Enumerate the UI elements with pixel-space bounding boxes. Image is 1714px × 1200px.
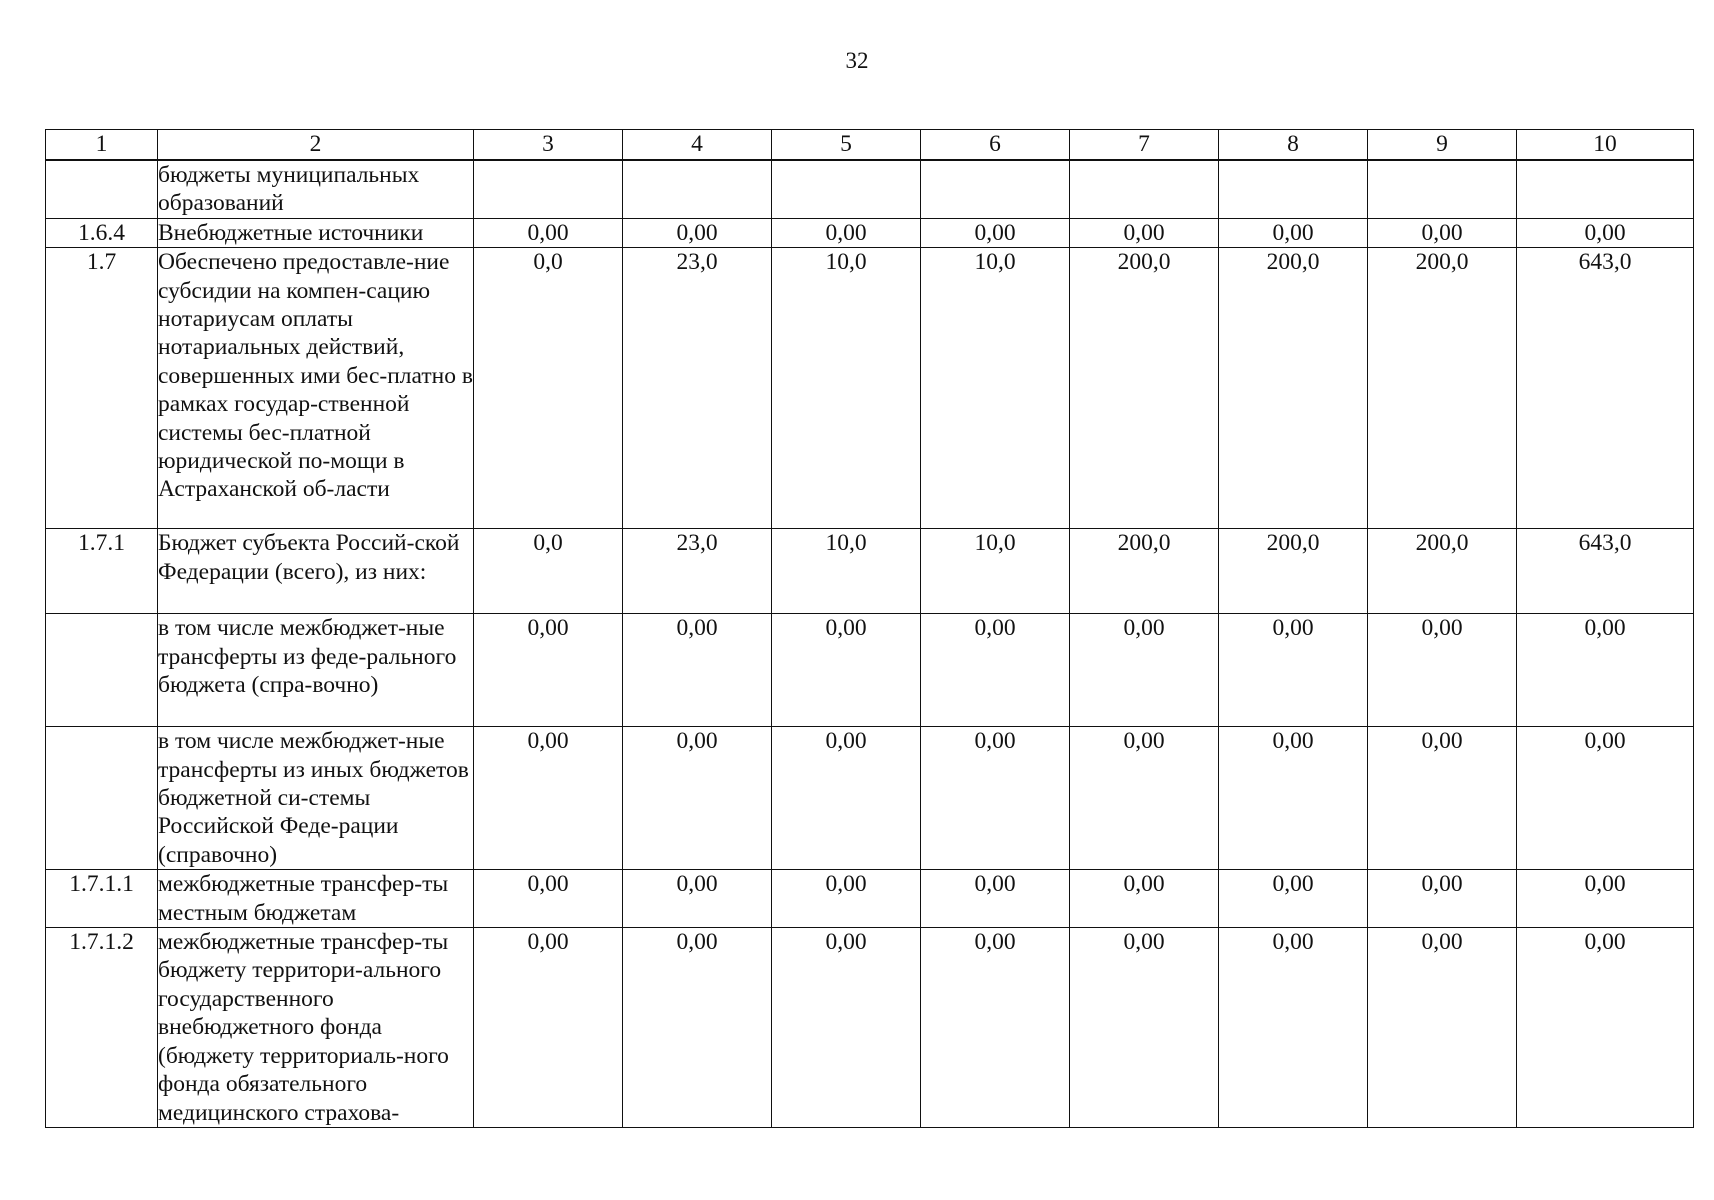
value-cell: 0,00 — [474, 727, 623, 870]
value-cell: 0,00 — [921, 870, 1070, 928]
value-cell: 200,0 — [1219, 248, 1368, 529]
value-cell — [921, 160, 1070, 218]
value-cell — [1070, 160, 1219, 218]
value-cell: 0,00 — [1070, 218, 1219, 247]
row-name-cell: межбюджетные трансфер-ты бюджету территори-ального государственного внебюджетного фонда (бюджету территориаль-ного фонда обязательного медицинского страхова- — [158, 928, 474, 1128]
table-row — [46, 870, 1694, 928]
header-cell-col-3: 3 — [474, 130, 623, 161]
value-cell: 0,00 — [1517, 727, 1694, 870]
header-cell-col-1: 1 — [46, 130, 158, 161]
row-code-cell — [46, 727, 158, 870]
value-cell: 0,00 — [474, 614, 623, 727]
table-row — [46, 928, 1694, 1128]
row-name-cell: бюджеты муниципальных образований — [158, 160, 474, 218]
row-name-cell: в том числе межбюджет-ные трансферты из феде-рального бюджета (спра-вочно) — [158, 614, 474, 727]
row-code-cell: 1.7.1.1 — [46, 870, 158, 928]
value-cell: 0,00 — [474, 218, 623, 247]
value-cell — [1219, 160, 1368, 218]
header-cell-col-6: 6 — [921, 130, 1070, 161]
value-cell: 10,0 — [772, 248, 921, 529]
row-name-cell: Внебюджетные источники — [158, 218, 474, 247]
header-cell-col-2: 2 — [158, 130, 474, 161]
table-row — [46, 160, 1694, 218]
value-cell: 0,00 — [474, 870, 623, 928]
value-cell: 0,00 — [1517, 870, 1694, 928]
value-cell: 0,00 — [772, 870, 921, 928]
value-cell: 0,00 — [623, 727, 772, 870]
value-cell: 0,00 — [474, 928, 623, 1128]
value-cell: 0,00 — [1219, 614, 1368, 727]
row-code-cell: 1.7.1 — [46, 529, 158, 614]
value-cell: 0,00 — [623, 614, 772, 727]
value-cell: 0,00 — [921, 928, 1070, 1128]
value-cell: 0,00 — [921, 614, 1070, 727]
value-cell: 0,00 — [1517, 928, 1694, 1128]
value-cell: 10,0 — [921, 529, 1070, 614]
value-cell: 0,00 — [1368, 928, 1517, 1128]
value-cell: 0,00 — [1219, 727, 1368, 870]
value-cell: 0,00 — [1070, 870, 1219, 928]
value-cell — [1368, 160, 1517, 218]
value-cell: 0,00 — [1219, 870, 1368, 928]
value-cell: 0,00 — [772, 727, 921, 870]
value-cell — [772, 160, 921, 218]
value-cell: 0,00 — [772, 614, 921, 727]
budget-table — [45, 129, 1694, 1128]
value-cell: 643,0 — [1517, 248, 1694, 529]
row-code-cell: 1.6.4 — [46, 218, 158, 247]
value-cell: 0,00 — [1070, 727, 1219, 870]
value-cell: 200,0 — [1219, 529, 1368, 614]
row-name-cell: межбюджетные трансфер-ты местным бюджетам — [158, 870, 474, 928]
value-cell: 200,0 — [1070, 248, 1219, 529]
table-row — [46, 218, 1694, 247]
value-cell: 0,00 — [1368, 727, 1517, 870]
table-row — [46, 248, 1694, 529]
table-body — [46, 160, 1694, 1127]
value-cell: 0,00 — [1368, 870, 1517, 928]
value-cell: 10,0 — [772, 529, 921, 614]
value-cell: 0,00 — [921, 218, 1070, 247]
value-cell — [474, 160, 623, 218]
table-row — [46, 614, 1694, 727]
value-cell: 0,00 — [772, 928, 921, 1128]
value-cell: 0,00 — [1368, 614, 1517, 727]
value-cell: 23,0 — [623, 248, 772, 529]
value-cell: 10,0 — [921, 248, 1070, 529]
header-cell-col-7: 7 — [1070, 130, 1219, 161]
row-code-cell — [46, 614, 158, 727]
header-cell-col-8: 8 — [1219, 130, 1368, 161]
value-cell: 0,00 — [1517, 218, 1694, 247]
value-cell: 0,00 — [772, 218, 921, 247]
value-cell: 0,00 — [1368, 218, 1517, 247]
header-cell-col-4: 4 — [623, 130, 772, 161]
value-cell: 0,00 — [1517, 614, 1694, 727]
row-code-cell — [46, 160, 158, 218]
value-cell: 0,00 — [1070, 614, 1219, 727]
value-cell: 0,0 — [474, 529, 623, 614]
row-code-cell: 1.7.1.2 — [46, 928, 158, 1128]
header-row — [46, 130, 1694, 161]
value-cell: 23,0 — [623, 529, 772, 614]
header-cell-col-10: 10 — [1517, 130, 1694, 161]
value-cell: 0,00 — [921, 727, 1070, 870]
row-code-cell: 1.7 — [46, 248, 158, 529]
value-cell: 0,00 — [623, 928, 772, 1128]
row-name-cell: в том числе межбюджет-ные трансферты из иных бюджетов бюджетной си-стемы Российской Феде-рации (справочно) — [158, 727, 474, 870]
table-row — [46, 529, 1694, 614]
table-row — [46, 727, 1694, 870]
value-cell: 0,00 — [1219, 218, 1368, 247]
value-cell: 200,0 — [1368, 529, 1517, 614]
table-header — [46, 130, 1694, 161]
value-cell: 0,00 — [623, 218, 772, 247]
value-cell: 643,0 — [1517, 529, 1694, 614]
value-cell: 0,00 — [1070, 928, 1219, 1128]
row-name-cell: Обеспечено предоставле-ние субсидии на компен-сацию нотариусам оплаты нотариальных действий, совершенных ими бес-платно в рамках государ-ственной системы бес-платной юридической по-мощи в Астраханской об-ласти — [158, 248, 474, 529]
page-number: 32 — [845, 48, 869, 73]
value-cell: 200,0 — [1070, 529, 1219, 614]
value-cell: 0,00 — [1219, 928, 1368, 1128]
value-cell — [1517, 160, 1694, 218]
header-cell-col-9: 9 — [1368, 130, 1517, 161]
value-cell: 0,0 — [474, 248, 623, 529]
value-cell — [623, 160, 772, 218]
header-cell-col-5: 5 — [772, 130, 921, 161]
row-name-cell: Бюджет субъекта Россий-ской Федерации (всего), из них: — [158, 529, 474, 614]
value-cell: 200,0 — [1368, 248, 1517, 529]
value-cell: 0,00 — [623, 870, 772, 928]
